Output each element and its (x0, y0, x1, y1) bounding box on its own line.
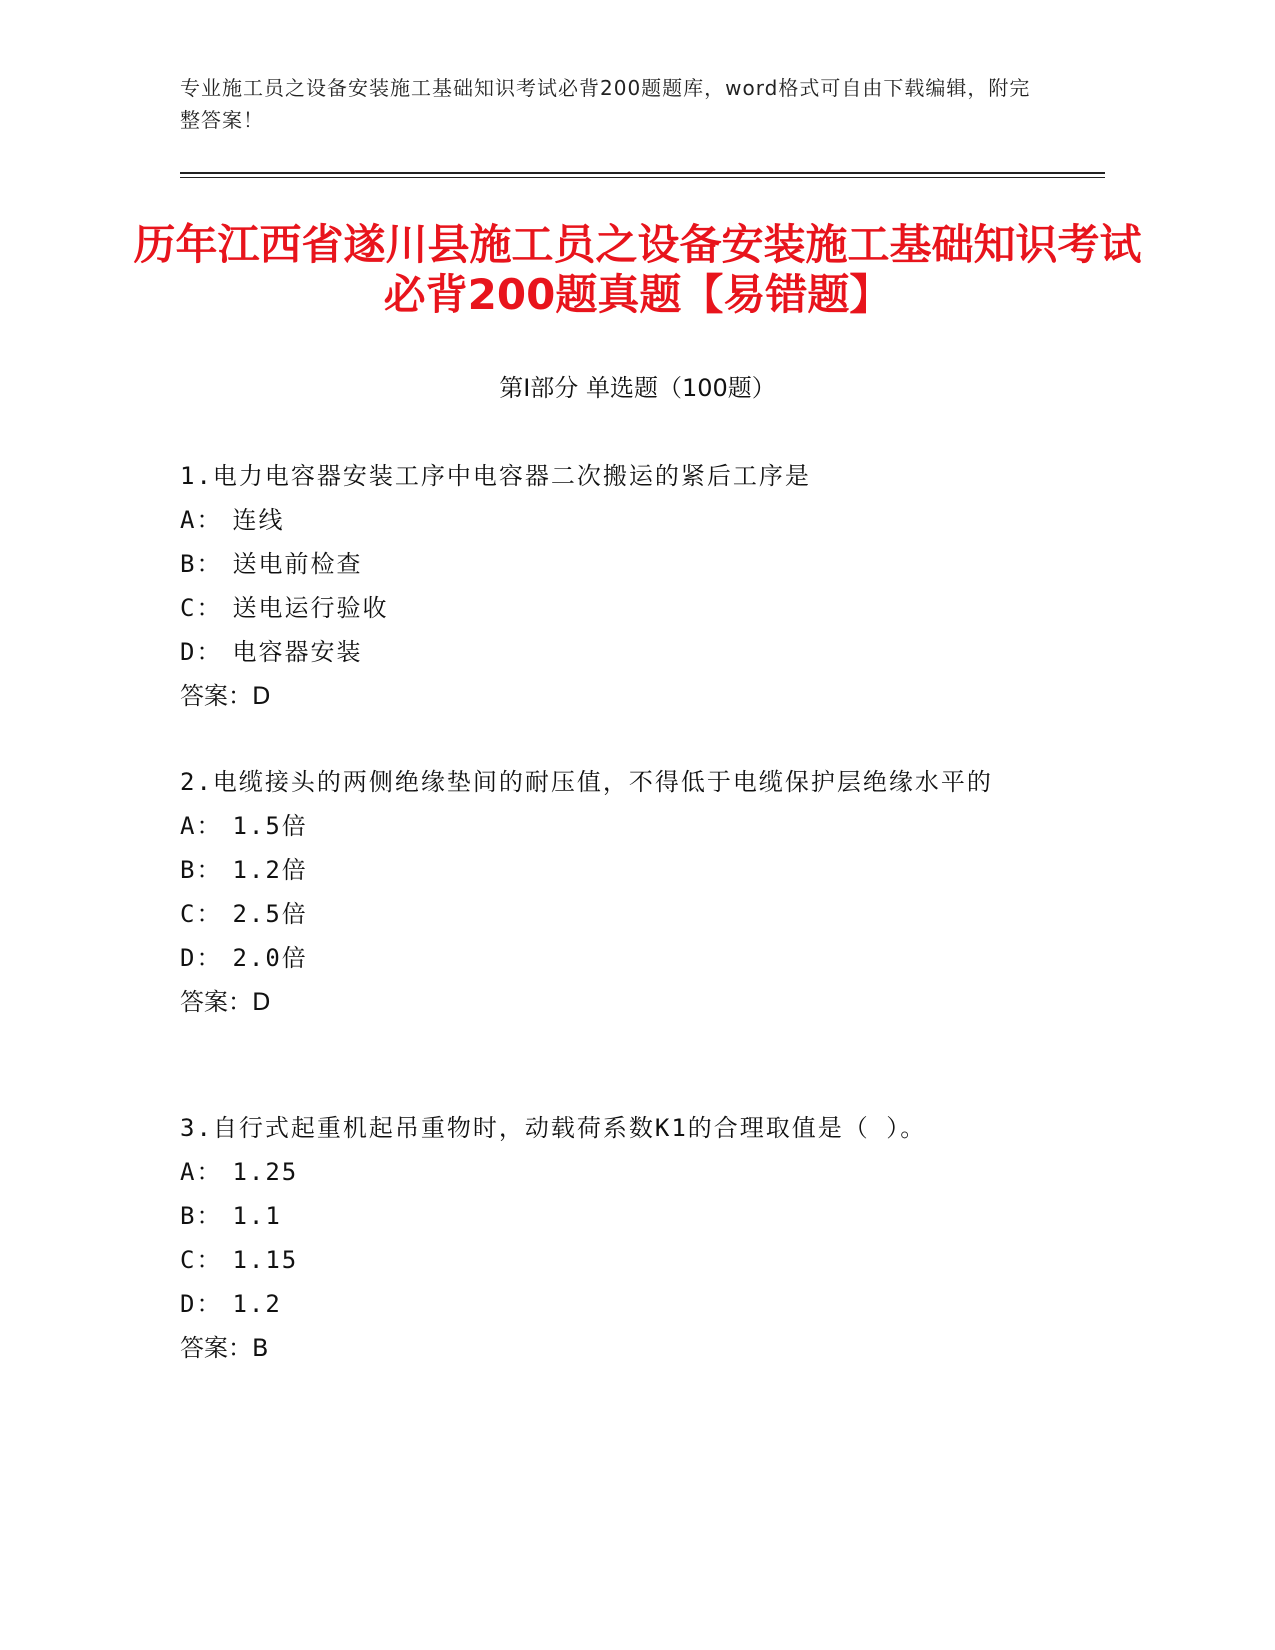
option-text: 2.0倍 (232, 944, 308, 972)
option-letter: D (180, 638, 197, 666)
option-separator: ： (196, 638, 223, 666)
header-divider-thin (180, 177, 1105, 178)
option-letter: B (180, 550, 197, 578)
option-text: 2.5倍 (232, 900, 308, 928)
option-text: 1.2倍 (232, 856, 308, 884)
option-letter: A (180, 1158, 197, 1186)
answer-line: 答案：D (180, 988, 271, 1016)
question-2 (180, 760, 1040, 1024)
option-separator: ： (196, 944, 223, 972)
question-stem: 2.电缆接头的两侧绝缘垫间的耐压值，不得低于电缆保护层绝缘水平的 (180, 768, 993, 796)
section-heading: 第Ⅰ部分 单选题（100题） (499, 374, 776, 402)
option-letter: B (180, 1202, 197, 1230)
option-c (180, 892, 1040, 936)
question-stem: 1.电力电容器安装工序中电容器二次搬运的紧后工序是 (180, 462, 811, 490)
option-separator: ： (196, 550, 223, 578)
option-a (180, 498, 1040, 542)
option-text: 送电前检查 (232, 550, 363, 578)
option-text: 1.25 (232, 1158, 299, 1186)
option-text: 1.15 (232, 1246, 299, 1274)
option-separator: ： (196, 856, 223, 884)
option-text: 1.1 (232, 1202, 282, 1230)
option-separator: ： (196, 1246, 223, 1274)
option-separator: ： (196, 1158, 223, 1186)
option-b (180, 542, 1040, 586)
header-divider-thick (180, 172, 1105, 174)
option-separator: ： (196, 812, 223, 840)
option-separator: ： (196, 506, 223, 534)
answer-line: 答案：B (180, 1334, 269, 1362)
option-b (180, 848, 1040, 892)
document-title: 历年江西省遂川县施工员之设备安装施工基础知识考试必背200题真题【易错题】 (133, 220, 1142, 319)
option-d (180, 1282, 1040, 1326)
option-letter: B (180, 856, 197, 884)
option-text: 1.2 (232, 1290, 282, 1318)
option-letter: C (180, 594, 197, 622)
option-text: 送电运行验收 (232, 594, 389, 622)
option-d (180, 936, 1040, 980)
option-separator: ： (196, 1202, 223, 1230)
option-c (180, 586, 1040, 630)
option-text: 电容器安装 (232, 638, 363, 666)
option-b (180, 1194, 1040, 1238)
option-letter: D (180, 1290, 197, 1318)
option-separator: ： (196, 900, 223, 928)
option-text: 连线 (232, 506, 285, 534)
option-letter: D (180, 944, 197, 972)
option-a (180, 804, 1040, 848)
option-letter: A (180, 506, 197, 534)
question-3 (180, 1106, 1040, 1370)
option-letter: C (180, 900, 197, 928)
question-1 (180, 454, 1040, 718)
option-letter: A (180, 812, 197, 840)
header-note: 专业施工员之设备安装施工基础知识考试必背200题题库，word格式可自由下载编辑，附完整答案！ (180, 76, 1031, 132)
answer-line: 答案：D (180, 682, 271, 710)
question-stem: 3.自行式起重机起吊重物时，动载荷系数K1的合理取值是（ ）。 (180, 1114, 927, 1142)
option-d (180, 630, 1040, 674)
option-c (180, 1238, 1040, 1282)
option-a (180, 1150, 1040, 1194)
option-letter: C (180, 1246, 197, 1274)
option-text: 1.5倍 (232, 812, 308, 840)
option-separator: ： (196, 1290, 223, 1318)
option-separator: ： (196, 594, 223, 622)
